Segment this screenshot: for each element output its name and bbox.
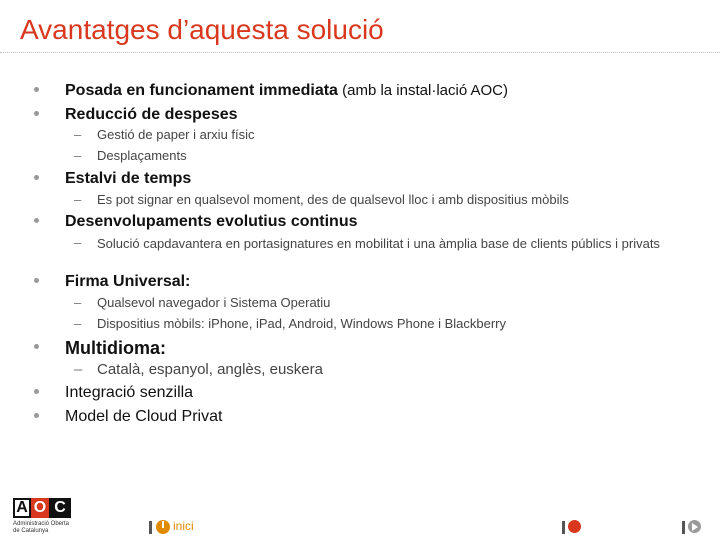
inici-link[interactable]: inici [173, 519, 194, 533]
slide-title: Avantatges d’aquesta solució [20, 14, 384, 45]
bullet-dot [34, 218, 39, 223]
bullet-dot [34, 389, 39, 394]
bullet-dot [34, 413, 39, 418]
bullet-text: Model de Cloud Privat [65, 408, 223, 425]
dash: – [74, 192, 82, 207]
logo-letter-c: C [49, 498, 71, 518]
nav-separator [682, 521, 685, 534]
sub-item-text: Dispositius mòbils: iPhone, iPad, Android, Windows Phone i Blackberry [97, 316, 506, 331]
bullet-dot [34, 344, 39, 349]
logo-letter-o: O [31, 498, 49, 518]
bullet-text: Estalvi de temps [65, 170, 192, 187]
bullet-text: Desenvolupaments evolutius continus [65, 213, 358, 230]
bullet-text: Firma Universal: [65, 273, 191, 290]
dash: – [74, 235, 82, 250]
dash: – [74, 316, 82, 331]
title-divider [0, 52, 720, 53]
dash: – [74, 295, 82, 310]
sub-item-text: Desplaçaments [97, 148, 187, 163]
sub-item-text: Es pot signar en qualsevol moment, des de qualsevol lloc i amb dispositius mòbils [97, 192, 569, 207]
bullet-text: Integració senzilla [65, 384, 194, 401]
sub-item-text: Gestió de paper i arxiu físic [97, 127, 255, 142]
aoc-logo-mark [13, 498, 93, 518]
bullet-text: Multidioma: [65, 338, 166, 358]
nav-separator [562, 521, 565, 534]
logo-caption: Administració Oberta de Catalunya [13, 521, 70, 534]
dash: – [74, 361, 83, 378]
bullet-text: Posada en funcionament immediata (amb la instal·lació AOC) [65, 82, 509, 99]
nav-separator [149, 521, 152, 534]
bullet-text: Reducció de despeses [65, 106, 238, 123]
sub-item-text: Català, espanyol, anglès, euskera [97, 361, 323, 378]
aoc-logo [13, 498, 93, 535]
bullet-dot [34, 111, 39, 116]
sub-item-text: Qualsevol navegador i Sistema Operatiu [97, 295, 331, 310]
bullet-dot [34, 278, 39, 283]
logo-letter-a: A [13, 498, 31, 518]
record-icon[interactable] [568, 520, 581, 533]
dash: – [74, 127, 82, 142]
home-power-icon[interactable] [156, 520, 170, 534]
bullet-dot [34, 87, 39, 92]
next-slide-icon[interactable] [688, 520, 701, 533]
dash: – [74, 148, 82, 163]
bullet-dot [34, 175, 39, 180]
sub-item-text: Solució capdavantera en portasignatures en mobilitat i una àmplia base de clients públics i privats [97, 236, 660, 251]
